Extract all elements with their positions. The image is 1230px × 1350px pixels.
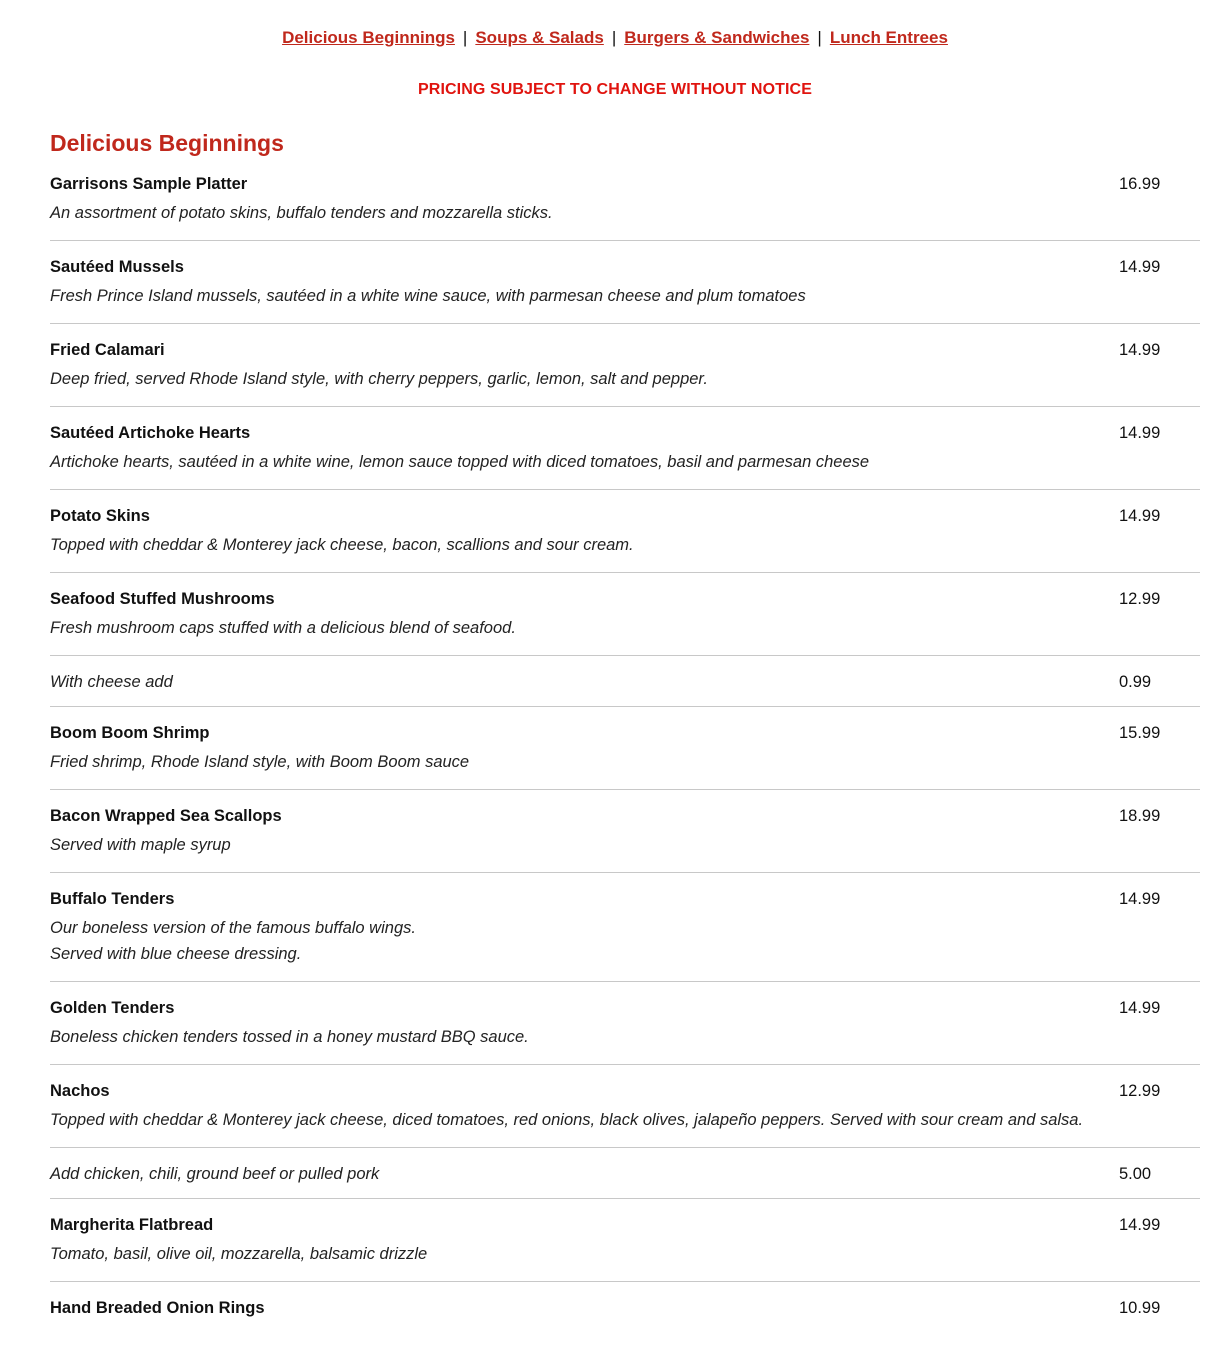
menu-item-description: An assortment of potato skins, buffalo tenders and mozzarella sticks. [50,204,553,222]
menu-item-price: 5.00 [1119,1165,1152,1183]
menu-item-description: Artichoke hearts, sautéed in a white wine, lemon sauce topped with diced tomatoes, basil and parmesan cheese [50,453,870,471]
menu-item [50,585,1200,656]
menu-item [50,170,1200,241]
menu-item-description: With cheese add [50,673,173,691]
menu-item-name: Nachos [50,1082,110,1100]
menu-item-name: Hand Breaded Onion Rings [50,1299,265,1317]
menu-item-price: 14.99 [1119,999,1161,1017]
menu-item-price: 12.99 [1119,1082,1161,1100]
menu-item-description: Deep fried, served Rhode Island style, with cherry peppers, garlic, lemon, salt and pepper. [50,370,708,388]
menu-item-description: Fresh Prince Island mussels, sautéed in a white wine sauce, with parmesan cheese and plum tomatoes [50,287,806,305]
menu-item-price: 14.99 [1119,890,1161,908]
nav-link-delicious-beginnings[interactable]: Delicious Beginnings [282,28,455,47]
menu-item [50,1077,1200,1148]
menu-item-name: Buffalo Tenders [50,890,175,908]
nav-link-soups-salads[interactable]: Soups & Salads [475,28,604,47]
nav-separator: | [462,28,468,47]
menu-item-description: Served with blue cheese dressing. [50,945,302,963]
menu-item-price: 16.99 [1119,175,1161,193]
menu-item [50,1294,1200,1338]
menu-item-name: Potato Skins [50,507,150,525]
menu-item-description: Topped with cheddar & Monterey jack cheese, diced tomatoes, red onions, black olives, jalapeño peppers. Served with sour cream and salsa. [50,1111,1084,1129]
menu-item [50,502,1200,573]
menu-item-price: 0.99 [1119,673,1152,691]
menu-item [50,668,1200,707]
menu-item-description: Tomato, basil, olive oil, mozzarella, balsamic drizzle [50,1245,428,1263]
menu-item-name: Golden Tenders [50,999,175,1017]
menu-item-name: Margherita Flatbread [50,1216,214,1234]
menu-item [50,1160,1200,1199]
menu-item-price: 14.99 [1119,507,1161,525]
nav-link-lunch-entrees[interactable]: Lunch Entrees [829,28,948,47]
menu-item [50,253,1200,324]
menu-item [50,719,1200,790]
section-title: Delicious Beginnings [50,130,284,156]
nav-separator: | [817,28,822,47]
menu-item [50,802,1200,873]
menu-item-description: Our boneless version of the famous buffalo wings. [50,919,416,937]
nav-separator: | [611,28,617,47]
menu-item-name: Sautéed Artichoke Hearts [50,424,251,442]
menu-item-description: Add chicken, chili, ground beef or pulled pork [50,1165,380,1183]
nav-link-burgers-sandwiches[interactable]: Burgers & Sandwiches [624,28,810,47]
menu-item [50,885,1200,982]
menu-item-price: 15.99 [1119,724,1161,742]
menu-item-description: Fresh mushroom caps stuffed with a delicious blend of seafood. [50,619,516,637]
menu-item-name: Fried Calamari [50,341,165,359]
menu-item-description: Boneless chicken tenders tossed in a honey mustard BBQ sauce. [50,1028,529,1046]
menu-item [50,1211,1200,1282]
menu-item-price: 12.99 [1119,590,1161,608]
menu-item-price: 18.99 [1119,807,1161,825]
menu-item-name: Garrisons Sample Platter [50,175,248,193]
menu-item-name: Boom Boom Shrimp [50,724,210,742]
menu-item-price: 14.99 [1119,258,1161,276]
menu-item-price: 14.99 [1119,424,1161,442]
menu-item-name: Sautéed Mussels [50,258,184,276]
menu-item-name: Bacon Wrapped Sea Scallops [50,807,282,825]
pricing-notice: PRICING SUBJECT TO CHANGE WITHOUT NOTICE [418,81,812,98]
menu-item-price: 14.99 [1119,341,1161,359]
menu-item-price: 14.99 [1119,1216,1161,1234]
menu-item-description: Fried shrimp, Rhode Island style, with Boom Boom sauce [50,753,470,771]
section-nav [0,28,1230,48]
menu-item-description: Served with maple syrup [50,836,231,854]
menu-item-description: Topped with cheddar & Monterey jack cheese, bacon, scallions and sour cream. [50,536,634,554]
menu-list [50,170,1200,1350]
menu-item [50,994,1200,1065]
menu-item [50,336,1200,407]
menu-item-price: 10.99 [1119,1299,1161,1317]
menu-item [50,419,1200,490]
menu-item-name: Seafood Stuffed Mushrooms [50,590,275,608]
